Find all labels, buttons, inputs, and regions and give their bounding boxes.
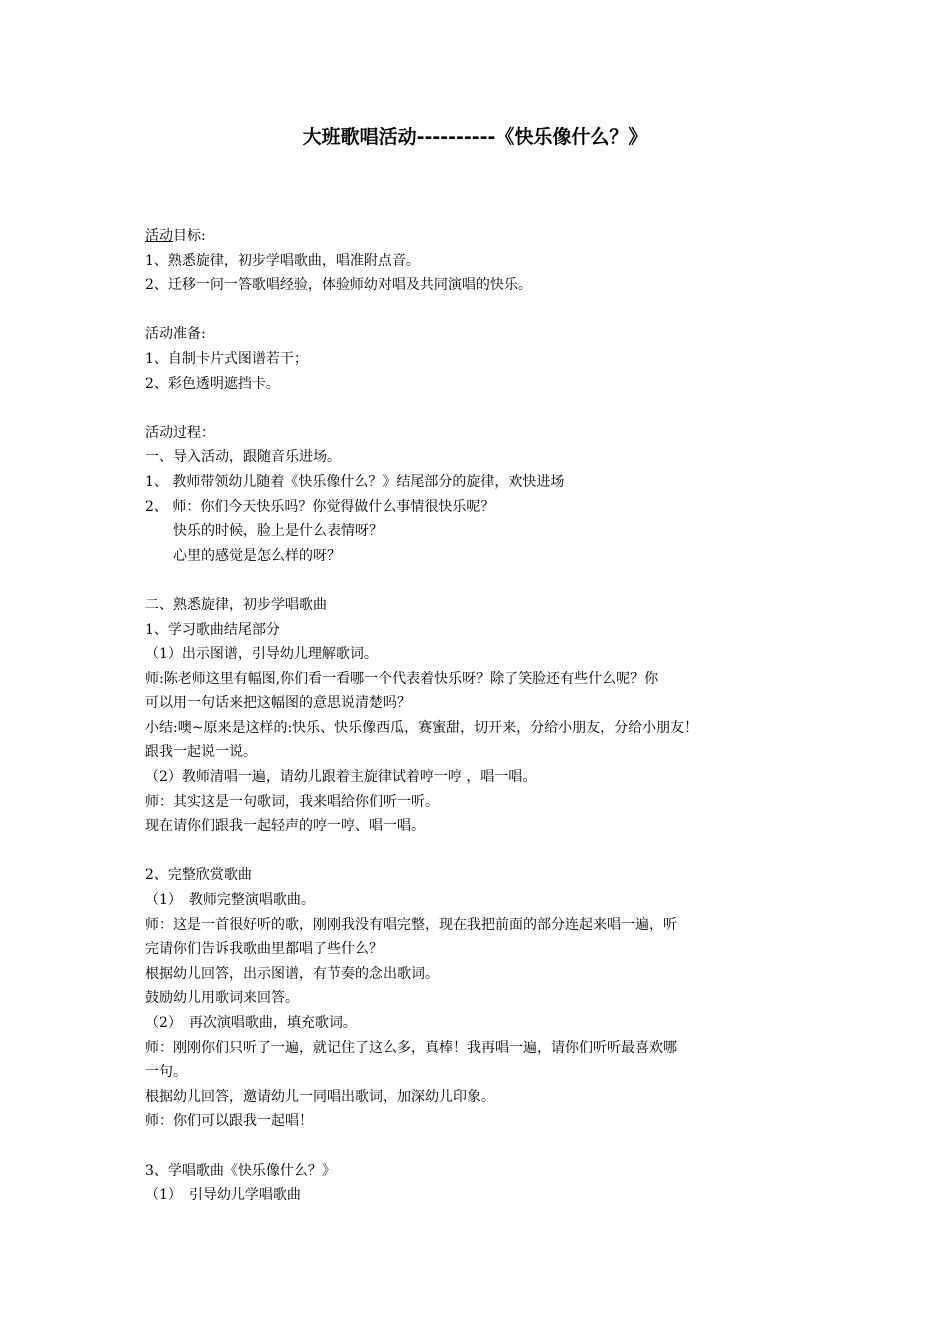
text-line: 2、完整欣赏歌曲 (145, 867, 252, 884)
blank-line (145, 298, 785, 323)
blank-line (145, 396, 785, 421)
section-heading-process: 活动过程： (145, 424, 215, 441)
text-line: 一、导入活动，跟随音乐进场。 (145, 449, 341, 466)
text-line-indented: 快乐的时候，脸上是什么表情呀？ (173, 523, 383, 540)
heading-text: 目标: (173, 228, 206, 244)
text-line: 师:陈老师这里有幅图,你们看一看哪一个代表着快乐呀？除了笑脸还有些什么呢？你 (145, 670, 659, 687)
text-line: 2、迁移一问一答歌唱经验，体验师幼对唱及共同演唱的快乐。 (145, 277, 532, 294)
text-line: 二、熟悉旋律，初步学唱歌曲 (145, 596, 327, 613)
text-line: （1）出示图谱，引导幼儿理解歌词。 (145, 646, 378, 663)
text-line: （1） 引导幼儿学唱歌曲 (145, 1187, 301, 1204)
text-line: 鼓励幼儿用歌词来回答。 (145, 990, 299, 1007)
text-line: 1、熟悉旋律，初步学唱歌曲，唱准附点音。 (145, 252, 420, 269)
section-heading-preparation: 活动准备: (145, 326, 206, 343)
text-line: 1、 教师带领幼儿随着《快乐像什么？》结尾部分的旋律，欢快进场 (145, 473, 565, 490)
text-line: 现在请你们跟我一起轻声的哼一哼、唱一唱。 (145, 818, 425, 835)
text-line: （2） 再次演唱歌曲，填充歌词。 (145, 1015, 357, 1031)
text-line: 师：这是一首很好听的歌，刚刚我没有唱完整，现在我把前面的部分连起来唱一遍，听 (145, 916, 677, 933)
text-line: 师：刚刚你们只听了一遍，就记住了这么多，真棒！我再唱一遍，请你们听听最喜欢哪 (145, 1039, 677, 1056)
document-title: 大班歌唱活动----------《快乐像什么？》 (302, 126, 648, 148)
text-line-indented: 心里的感觉是怎么样的呀？ (173, 547, 341, 564)
blank-line (145, 568, 785, 593)
text-line: 1、自制卡片式图谱若干； (145, 350, 308, 367)
blank-line (145, 1134, 785, 1159)
text-line: （2）教师清唱一遍，请幼儿跟着主旋律试着哼一哼 ，唱一唱。 (145, 769, 537, 786)
text-line: 1、学习歌曲结尾部分 (145, 621, 280, 638)
text-line: 跟我一起说一说。 (145, 744, 257, 761)
blank-line (145, 839, 785, 864)
document-body (145, 224, 785, 1208)
text-line: 2、彩色透明遮挡卡。 (145, 375, 280, 392)
text-line: （1） 教师完整演唱歌曲。 (145, 892, 315, 909)
text-line: 3、学唱歌曲《快乐像什么？》 (145, 1162, 336, 1179)
underlined-word: 活动 (145, 228, 173, 244)
text-line: 师：你们可以跟我一起唱！ (145, 1113, 313, 1130)
text-line: 2、 师：你们今天快乐吗？你觉得做什么事情很快乐呢？ (145, 498, 495, 515)
text-line: 完请你们告诉我歌曲里都唱了些什么？ (145, 941, 383, 958)
text-line: 一句。 (145, 1064, 187, 1081)
text-line: 根据幼儿回答，邀请幼儿一同唱出歌词，加深幼儿印象。 (145, 1088, 495, 1105)
section-heading-goals (145, 224, 785, 249)
text-line: 根据幼儿回答，出示图谱，有节奏的念出歌词。 (145, 965, 439, 982)
text-line: 可以用一句话来把这幅图的意思说清楚吗？ (145, 695, 411, 712)
text-line: 小结:噢~原来是这样的:快乐、快乐像西瓜，赛蜜甜，切开来，分给小朋友，分给小朋友！ (145, 719, 699, 736)
text-line: 师：其实这是一句歌词，我来唱给你们听一听。 (145, 793, 439, 810)
